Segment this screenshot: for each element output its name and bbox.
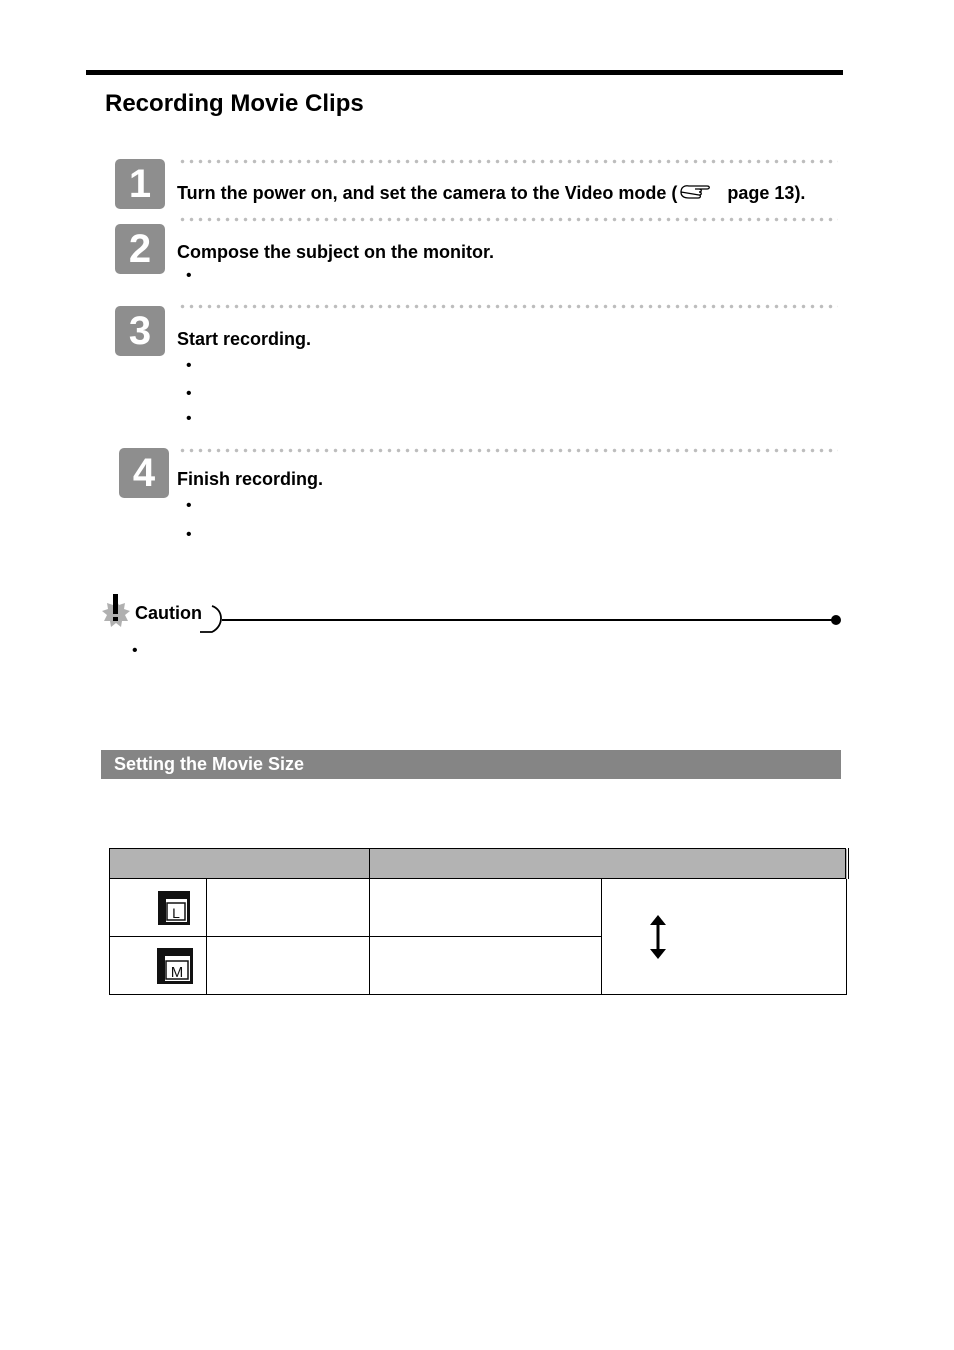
section-title: Setting the Movie Size [114, 754, 305, 774]
table-cell [207, 879, 370, 937]
step-1-text [177, 182, 805, 204]
bullet: • [186, 357, 192, 374]
step-4-text: Finish recording. [177, 469, 324, 489]
step-3-badge: 3 [115, 306, 165, 356]
table-header-cell [370, 849, 847, 879]
step-2-badge: 2 [115, 224, 165, 274]
page-title: Recording Movie Clips [105, 90, 364, 117]
table-header-cell [110, 849, 370, 879]
table-row [110, 879, 847, 937]
top-rule [86, 70, 843, 75]
bullet: • [186, 526, 192, 543]
bullet: • [186, 267, 192, 284]
dotted-separator [178, 159, 838, 164]
bullet: • [186, 410, 192, 427]
step-1-page-ref[interactable]: page 13). [727, 183, 806, 203]
caution-label: Caution [135, 603, 202, 623]
table-cell [370, 937, 602, 995]
table-cell [602, 879, 847, 995]
step-4-badge: 4 [119, 448, 169, 498]
caution-burst-icon [99, 594, 133, 630]
dotted-separator [178, 304, 838, 309]
svg-text:L: L [172, 904, 180, 921]
double-arrow-vertical-icon [648, 915, 668, 959]
bullet: • [186, 385, 192, 402]
movie-size-medium-icon [110, 937, 207, 995]
bullet: • [186, 497, 192, 514]
section-header [101, 750, 841, 779]
movie-size-table [109, 848, 849, 995]
svg-text:M: M [170, 963, 184, 981]
step-2-text: Compose the subject on the monitor. [177, 242, 495, 262]
bullet: • [132, 642, 138, 659]
step-1-badge: 1 [115, 159, 165, 209]
table-cell [370, 879, 602, 937]
dotted-separator [178, 448, 838, 453]
caution-rule [222, 619, 834, 621]
caution-rule-end [831, 615, 841, 625]
table-cell [207, 937, 370, 995]
step-3-text: Start recording. [177, 329, 312, 349]
step-1-label: Turn the power on, and set the camera to the Video mode ( [177, 183, 678, 203]
dotted-separator [178, 217, 838, 222]
pointing-hand-icon [677, 182, 717, 202]
movie-size-large-icon [110, 879, 207, 937]
